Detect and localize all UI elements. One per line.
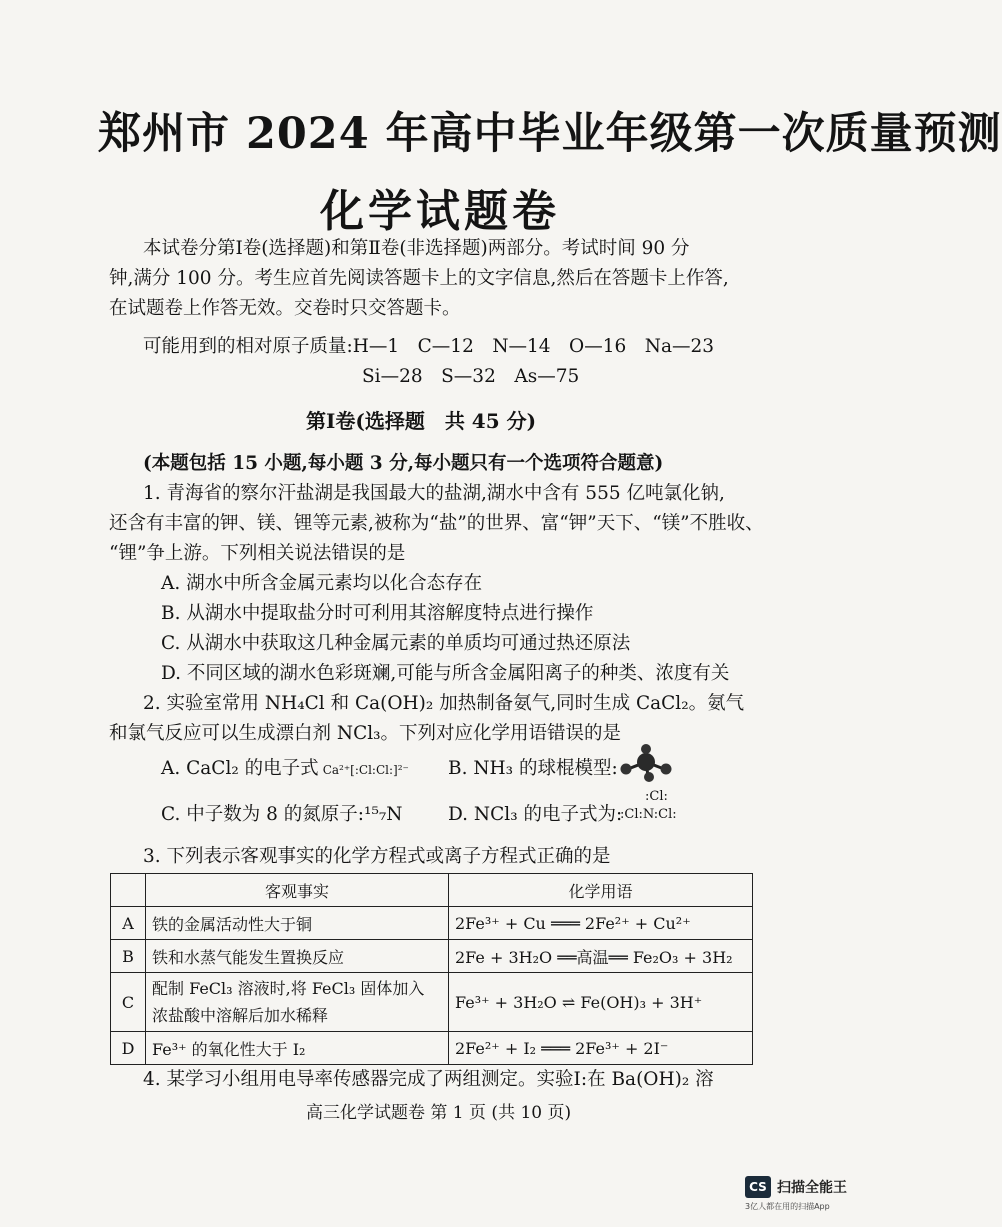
page-subtitle: 化学试题卷	[320, 186, 560, 237]
page-title: 郑州市 2024 年高中毕业年级第一次质量预测	[98, 109, 1002, 159]
intro-line-2: 钟,满分 100 分。考生应首先阅读答题卡上的文字信息,然后在答题卡上作答,	[109, 268, 729, 289]
table-row	[111, 907, 753, 940]
q2-option-d-formula	[620, 788, 677, 824]
table-row	[111, 973, 753, 1032]
intro-line-1: 本试卷分第Ⅰ卷(选择题)和第Ⅱ卷(非选择题)两部分。考试时间 90 分	[143, 238, 690, 259]
row-equation: Fe³⁺ + 3H₂O ⇌ Fe(OH)₃ + 3H⁺	[449, 973, 753, 1032]
q1-option-b: B. 从湖水中提取盐分时可利用其溶解度特点进行操作	[161, 603, 594, 624]
row-equation: 2Fe²⁺ + I₂ ═══ 2Fe³⁺ + 2I⁻	[449, 1032, 753, 1065]
q2-stem-line-2: 和氯气反应可以生成漂白剂 NCl₃。下列对应化学用语错误的是	[109, 723, 622, 744]
atomic-mass-line-1: 可能用到的相对原子质量:H—1 C—12 N—14 O—16 Na—23	[143, 336, 715, 357]
table-row	[111, 1032, 753, 1065]
row-label: C	[111, 973, 146, 1032]
scanner-badge	[745, 1176, 860, 1198]
atomic-mass-line-2: Si—28 S—32 As—75	[362, 366, 580, 387]
q2-option-b	[448, 754, 618, 784]
ncl3-middle: :Cl:N:Cl:	[620, 807, 677, 822]
scanner-tagline: 3亿人都在用的扫描App	[745, 1202, 830, 1211]
row-label: D	[111, 1032, 146, 1065]
row-fact: Fe³⁺ 的氧化性大于 I₂	[146, 1032, 449, 1065]
q2-option-c: C. 中子数为 8 的氮原子:¹⁵₇N	[161, 804, 403, 825]
page-footer: 高三化学试题卷 第 1 页 (共 10 页)	[306, 1103, 572, 1123]
row-fact: 铁和水蒸气能发生置换反应	[146, 940, 449, 973]
ncl3-top: :Cl:	[645, 789, 668, 804]
q1-option-c: C. 从湖水中获取这几种金属元素的单质均可通过热还原法	[161, 633, 631, 654]
row-label: A	[111, 907, 146, 940]
q3-stem: 3. 下列表示客观事实的化学方程式或离子方程式正确的是	[143, 846, 611, 867]
cs-logo-icon: CS	[745, 1176, 771, 1198]
scanner-watermark	[745, 1176, 860, 1212]
q2-option-a-label: A. CaCl₂ 的电子式	[161, 758, 319, 779]
q1-stem-line-3: “锂”争上游。下列相关说法错误的是	[109, 543, 406, 564]
intro-line-3: 在试题卷上作答无效。交卷时只交答题卡。	[109, 298, 461, 319]
row-label: B	[111, 940, 146, 973]
row-fact: 铁的金属活动性大于铜	[146, 907, 449, 940]
row-fact-line-2: 浓盐酸中溶解后加水稀释	[152, 1006, 329, 1025]
table-row	[111, 940, 753, 973]
row-equation: 2Fe³⁺ + Cu ═══ 2Fe²⁺ + Cu²⁺	[449, 907, 753, 940]
ammonia-ball-stick-model	[618, 744, 674, 784]
section-note: (本题包括 15 小题,每小题 3 分,每小题只有一个选项符合题意)	[143, 453, 664, 474]
row-fact	[146, 973, 449, 1032]
row-fact-line-1: 配制 FeCl₃ 溶液时,将 FeCl₃ 固体加入	[152, 979, 425, 998]
q3-table	[110, 873, 753, 1065]
q1-option-a: A. 湖水中所含金属元素均以化合态存在	[161, 573, 483, 594]
header-cell: 客观事实	[146, 874, 449, 907]
q2-option-a-formula: Ca²⁺[:Cl:Cl:]²⁻	[322, 763, 409, 777]
scanner-app-name: 扫描全能王	[777, 1180, 847, 1196]
q1-stem-line-1: 1. 青海省的察尔汗盐湖是我国最大的盐湖,湖水中含有 555 亿吨氯化钠,	[143, 483, 725, 504]
q2-option-d: D. NCl₃ 的电子式为:	[448, 804, 623, 825]
q1-option-d: D. 不同区域的湖水色彩斑斓,可能与所含金属阳离子的种类、浓度有关	[161, 663, 730, 684]
q2-stem-line-1: 2. 实验室常用 NH₄Cl 和 Ca(OH)₂ 加热制备氨气,同时生成 CaCl₂。氨气	[143, 693, 745, 714]
q2-option-b-label: B. NH₃ 的球棍模型:	[448, 758, 618, 779]
section-heading: 第Ⅰ卷(选择题 共 45 分)	[306, 409, 537, 433]
q1-stem-line-2: 还含有丰富的钾、镁、锂等元素,被称为“盐”的世界、富“钾”天下、“镁”不胜收、	[109, 513, 764, 534]
q2-option-a	[161, 754, 409, 785]
q4-stem-line-1: 4. 某学习小组用电导率传感器完成了两组测定。实验Ⅰ:在 Ba(OH)₂ 溶	[143, 1069, 714, 1090]
header-cell: 化学用语	[449, 874, 753, 907]
header-cell	[111, 874, 146, 907]
row-equation: 2Fe + 3H₂O ══高温══ Fe₂O₃ + 3H₂	[449, 940, 753, 973]
table-header-row	[111, 874, 753, 907]
